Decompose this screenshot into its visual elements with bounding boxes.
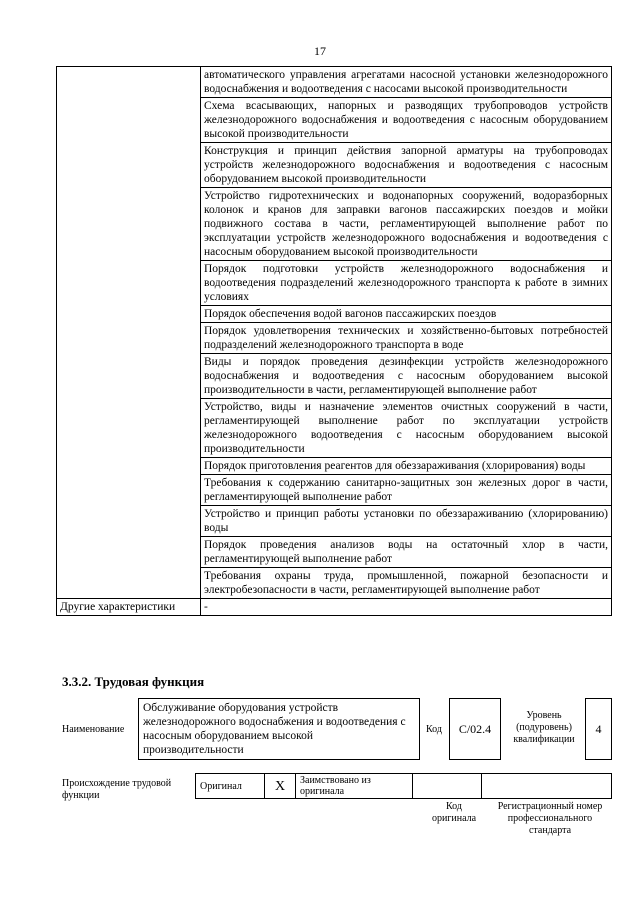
- function-code-box: C/02.4: [449, 698, 501, 760]
- original-mark: X: [265, 774, 296, 799]
- knowledge-item: Требования к содержанию санитарно-защитных зон железных дорог в части, регламентирующей выполнение работ: [201, 475, 612, 506]
- level-label: Уровень (подуровень) квалификации: [513, 710, 575, 745]
- other-characteristics-value: -: [201, 599, 612, 616]
- qualification-level-box: 4: [585, 698, 612, 760]
- code-original-cell: [413, 774, 482, 799]
- knowledge-item: Порядок удовлетворения технических и хозяйственно-бытовых потребностей подразделений железнодорожного транспорта в воде: [201, 323, 612, 354]
- category-cell: [57, 67, 201, 599]
- origin-table: [195, 773, 612, 799]
- knowledge-item: Виды и порядок проведения дезинфекции устройств железнодорожного водоснабжения и водоотведения с насосным оборудованием высокой производительности в части, регламентирующей выполнение работ: [201, 354, 612, 399]
- original-cell: Оригинал: [196, 774, 265, 799]
- knowledge-item: автоматического управления агрегатами насосной установки железнодорожного водоснабжения и водоотведения с насосами высокой производительности: [201, 67, 612, 98]
- knowledge-item: Порядок проведения анализов воды на остаточный хлор в части, регламентирующей выполнение работ: [201, 537, 612, 568]
- knowledge-item: Схема всасывающих, напорных и разводящих трубопроводов устройств железнодорожного водоснабжения и водоотведения с насосным оборудованием высокой производительности: [201, 98, 612, 143]
- borrowed-cell: Заимствовано из оригинала: [296, 774, 413, 799]
- knowledge-item: Устройство, виды и назначение элементов очистных сооружений в части, регламентирующей выполнение работ по эксплуатации устройств железнодорожного водоотведения с насосным оборудованием высокой производительности: [201, 399, 612, 458]
- knowledge-item: Конструкция и принцип действия запорной арматуры на трубопроводах устройств железнодорожного водоснабжения и водоотведения с насосным оборудованием высокой производительности: [201, 143, 612, 188]
- requirements-table: [56, 66, 612, 616]
- table-row: [57, 599, 612, 616]
- code-original-caption: Код оригинала: [431, 801, 477, 824]
- origin-label: Происхождение трудовой функции: [62, 778, 172, 801]
- section-title: 3.3.2. Трудовая функция: [62, 674, 205, 689]
- reg-number-cell: [482, 774, 612, 799]
- page-number: 17: [314, 44, 326, 58]
- knowledge-item: Устройство гидротехнических и водонапорных сооружений, водоразборных колонок и кранов для заправки вагонов пассажирских поездов и мойки подвижного состава в части, регламентирующей выполнение работ по эксплуатации устройств железнодорожного водоснабжения и водоотведения с насосным оборудованием высокой производительности: [201, 188, 612, 261]
- knowledge-item: Порядок обеспечения водой вагонов пассажирских поездов: [201, 306, 612, 323]
- function-name-box: Обслуживание оборудования устройств железнодорожного водоснабжения и водоотведения с насосным оборудованием высокой производительности: [138, 698, 420, 760]
- other-characteristics-label: Другие характеристики: [57, 599, 201, 616]
- name-label: Наименование: [62, 724, 125, 735]
- knowledge-item: Устройство и принцип работы установки по обеззараживанию (хлорированию) воды: [201, 506, 612, 537]
- knowledge-item: Порядок подготовки устройств железнодорожного водоснабжения и водоотведения подразделений железнодорожного транспорта к работе в зимних условиях: [201, 261, 612, 306]
- knowledge-item: Порядок приготовления реагентов для обеззараживания (хлорирования) воды: [201, 458, 612, 475]
- table-row: [57, 67, 612, 98]
- knowledge-item: Требования охраны труда, промышленной, пожарной безопасности и электробезопасности в части, регламентирующей выполнение работ: [201, 568, 612, 599]
- code-label: Код: [426, 724, 442, 735]
- reg-number-caption: Регистрационный номер профессионального стандарта: [497, 801, 603, 836]
